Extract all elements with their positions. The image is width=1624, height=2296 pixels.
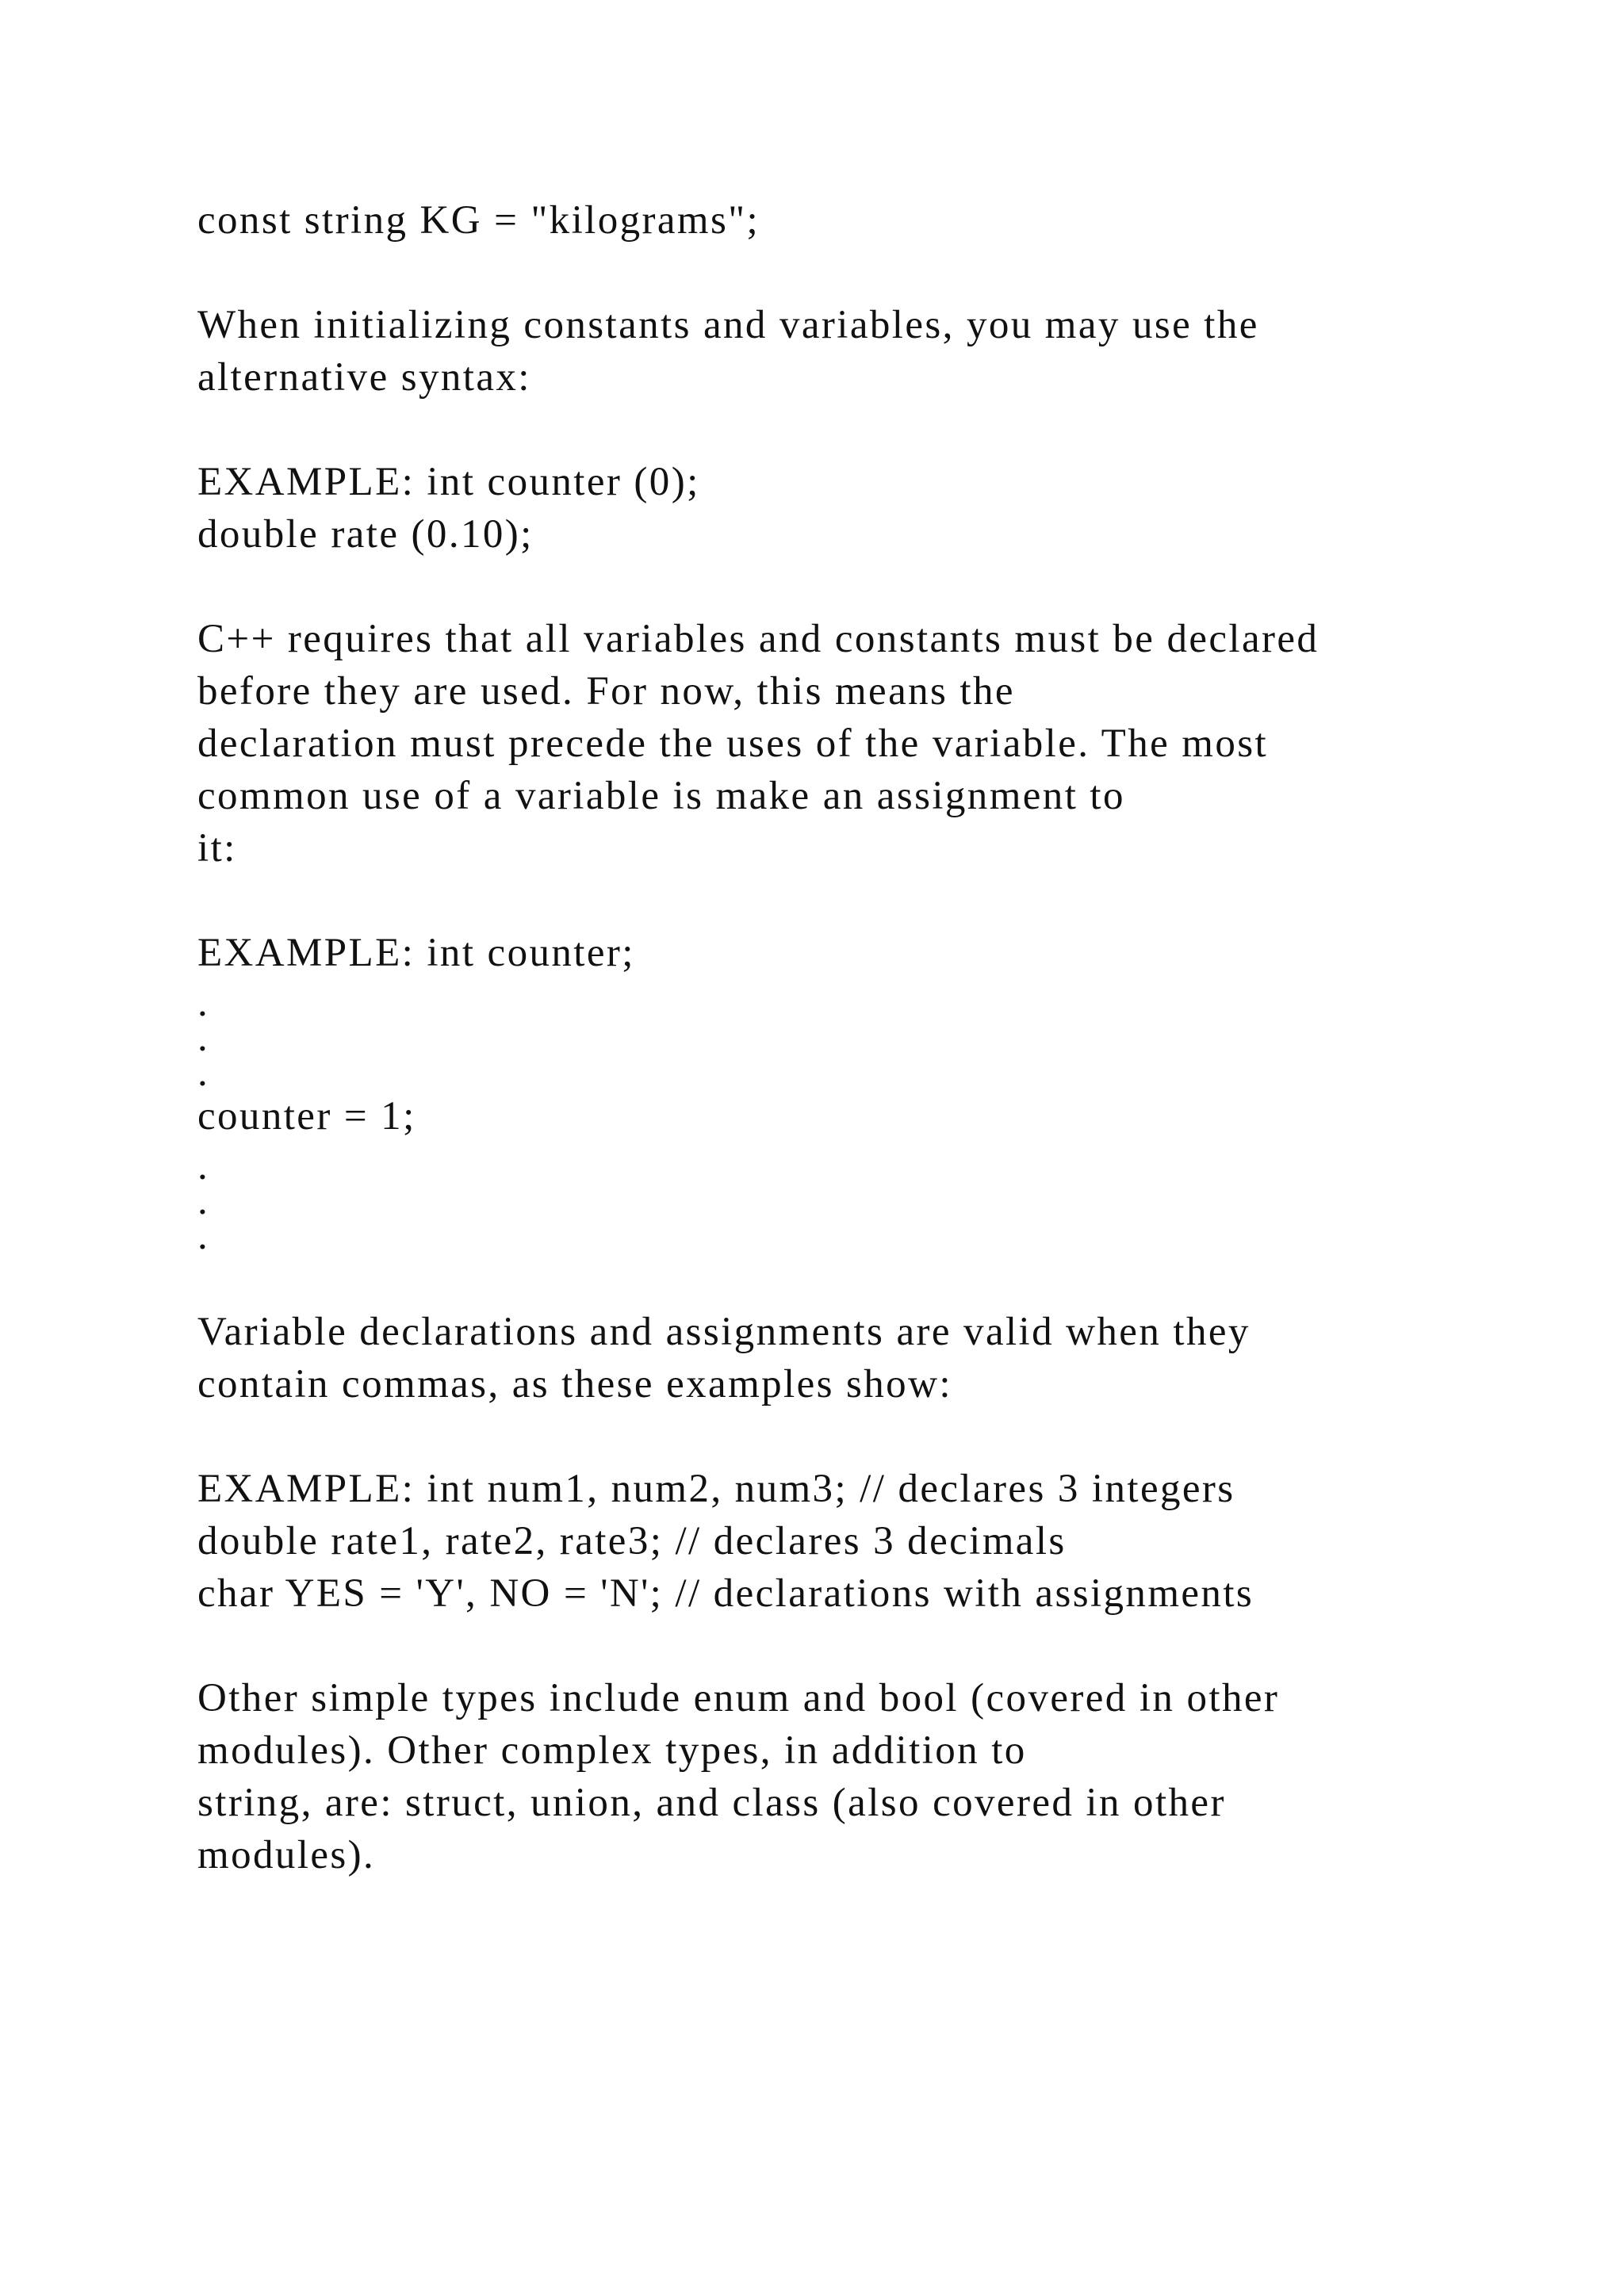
text-line: EXAMPLE: int counter; <box>197 931 635 975</box>
text-line: modules). Other complex types, in addition to <box>197 1728 1027 1773</box>
paragraph-gap <box>197 874 1545 927</box>
text-line: Other simple types include enum and bool (covered in other <box>197 1676 1280 1720</box>
paragraph-example-counter <box>197 927 1545 979</box>
ellipsis-dots <box>197 1142 1545 1258</box>
dot: . <box>197 1179 210 1223</box>
paragraph-gap <box>197 1620 1545 1672</box>
text-line: before they are used. For now, this means the <box>197 669 1015 714</box>
paragraph-gap <box>197 561 1545 613</box>
text-line: Variable declarations and assignments are valid when they <box>197 1310 1251 1354</box>
paragraph-example-init <box>197 456 1545 561</box>
document-body <box>197 194 1545 1881</box>
paragraph-gap <box>197 1410 1545 1463</box>
paragraph-gap <box>197 1253 1545 1306</box>
dot: . <box>197 1016 210 1060</box>
paragraph-other-types <box>197 1672 1545 1881</box>
text-line: common use of a variable is make an assignment to <box>197 774 1125 818</box>
dot: . <box>197 1050 210 1095</box>
paragraph-commas <box>197 1306 1545 1410</box>
dot: . <box>197 981 210 1025</box>
text-line: string, are: struct, union, and class (also covered in other <box>197 1781 1226 1825</box>
paragraph-cpp-requires <box>197 613 1545 874</box>
text-line: C++ requires that all variables and constants must be declared <box>197 617 1320 661</box>
text-line: double rate1, rate2, rate3; // declares 3 decimals <box>197 1519 1067 1563</box>
text-line: counter = 1; <box>197 1094 416 1138</box>
paragraph-initializing <box>197 299 1545 404</box>
dot: . <box>197 1144 210 1188</box>
text-line: double rate (0.10); <box>197 512 534 557</box>
ellipsis-dots <box>197 979 1545 1095</box>
paragraph-example-multi <box>197 1463 1545 1620</box>
text-line: EXAMPLE: int counter (0); <box>197 460 700 504</box>
paragraph-gap <box>197 404 1545 456</box>
text-line: char YES = 'Y', NO = 'N'; // declarations with assignments <box>197 1571 1254 1616</box>
text-line: modules). <box>197 1833 376 1877</box>
text-line: const string KG = "kilograms"; <box>197 198 760 243</box>
text-line: alternative syntax: <box>197 355 531 400</box>
paragraph-gap <box>197 247 1545 299</box>
text-line: contain commas, as these examples show: <box>197 1362 952 1406</box>
paragraph-counter-assign <box>197 1090 1545 1142</box>
text-line: declaration must precede the uses of the variable. The most <box>197 721 1269 766</box>
text-line: EXAMPLE: int num1, num2, num3; // declares 3 integers <box>197 1467 1235 1511</box>
paragraph-const-declaration <box>197 194 1545 247</box>
dot: . <box>197 1214 210 1258</box>
text-line: When initializing constants and variables, you may use the <box>197 303 1259 347</box>
text-line: it: <box>197 826 237 871</box>
